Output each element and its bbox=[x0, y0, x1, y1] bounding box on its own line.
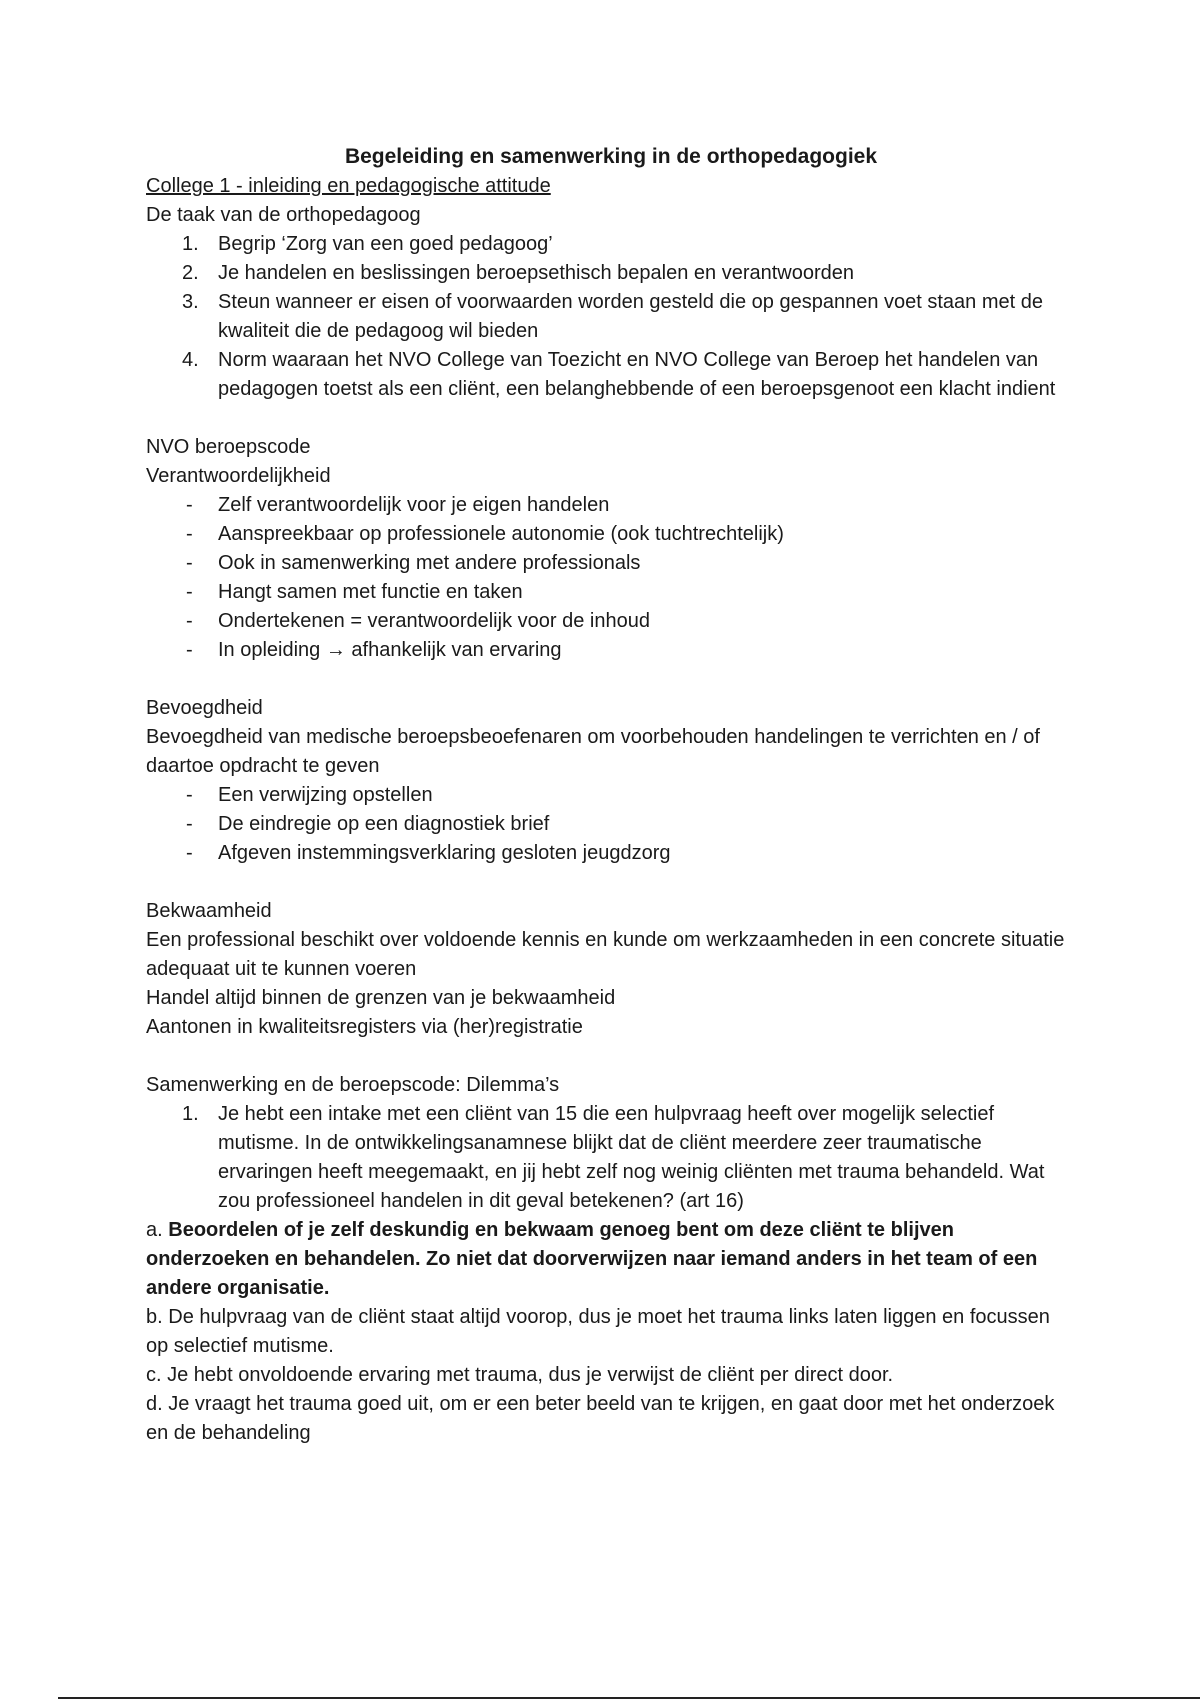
competence-heading: Bekwaamheid bbox=[146, 900, 272, 922]
document-title: Begeleiding en samenwerking in de orthopedagogiek bbox=[344, 145, 878, 168]
document-page bbox=[146, 142, 1076, 1448]
list-item bbox=[146, 1100, 1076, 1216]
competence-text: Een professional beschikt over voldoende kennis en kunde om werkzaamheden in een concrete situatie adequaat uit te kunnen voeren bbox=[146, 929, 1065, 980]
dilemma-question: Je hebt een intake met een cliënt van 15 die een hulpvraag heeft over mogelijk selectief mutisme. In de ontwikkelingsanamnese blijkt dat de cliënt meerdere zeer traumatische ervaringen heeft meegemaakt, en jij hebt zelf nog weinig cliënten met trauma behandeld. Wat zou professioneel handelen in dit geval betekenen? (art 16) bbox=[218, 1103, 1045, 1212]
list-item-text: Hangt samen met functie en taken bbox=[218, 581, 523, 603]
authority-list bbox=[146, 781, 1076, 868]
authority-heading: Bevoegdheid bbox=[146, 697, 263, 719]
list-item-text: Zelf verantwoordelijk voor je eigen handelen bbox=[218, 494, 610, 516]
answer-label: c. bbox=[146, 1364, 162, 1386]
list-item-text: Norm waaraan het NVO College van Toezicht en NVO College van Beroep het handelen van pedagogen toetst als een cliënt, een belanghebbende of een beroepsgenoot een klacht indient bbox=[218, 349, 1056, 400]
list-item bbox=[146, 259, 1076, 288]
list-item-text: Begrip ‘Zorg van een goed pedagoog’ bbox=[218, 233, 553, 255]
list-item-text: In opleiding → afhankelijk van ervaring bbox=[218, 639, 562, 661]
lecture-subtitle: College 1 - inleiding en pedagogische attitude bbox=[146, 175, 551, 197]
page-bottom-divider bbox=[58, 1697, 1200, 1699]
list-item bbox=[146, 346, 1076, 404]
authority-text: Bevoegdheid van medische beroepsbeoefenaren om voorbehouden handelingen te verrichten en / of daartoe opdracht te geven bbox=[146, 726, 1040, 777]
task-heading: De taak van de orthopedagoog bbox=[146, 204, 421, 226]
answer-text: De hulpvraag van de cliënt staat altijd voorop, dus je moet het trauma links laten liggen en focussen op selectief mutisme. bbox=[146, 1306, 1050, 1357]
answer-text: Beoordelen of je zelf deskundig en bekwaam genoeg bent om deze cliënt te blijven onderzoeken en behandelen. Zo niet dat doorverwijzen naar iemand anders in het team of een andere organisatie. bbox=[146, 1219, 1038, 1299]
list-number: 2. bbox=[182, 262, 199, 284]
list-item: - Een verwijzing opstellen bbox=[186, 784, 433, 806]
list-item: - Afgeven instemmingsverklaring gesloten jeugdzorg bbox=[186, 842, 671, 864]
competence-text: Aantonen in kwaliteitsregisters via (her)registratie bbox=[146, 1016, 583, 1038]
list-item: - De eindregie op een diagnostiek brief bbox=[186, 813, 550, 835]
list-item: - Hangt samen met functie en taken bbox=[186, 581, 523, 603]
code-heading: NVO beroepscode bbox=[146, 436, 311, 458]
list-item-text: Een verwijzing opstellen bbox=[218, 784, 433, 806]
list-item-text: Steun wanneer er eisen of voorwaarden worden gesteld die op gespannen voet staan met de kwaliteit die de pedagoog wil bieden bbox=[218, 291, 1043, 342]
list-item bbox=[146, 230, 1076, 259]
dilemma-heading: Samenwerking en de beroepscode: Dilemma’s bbox=[146, 1074, 560, 1096]
answer-text: Je hebt onvoldoende ervaring met trauma, dus je verwijst de cliënt per direct door. bbox=[167, 1364, 894, 1386]
list-item-text: Afgeven instemmingsverklaring gesloten jeugdzorg bbox=[218, 842, 671, 864]
answer-c bbox=[146, 1361, 1076, 1390]
answer-label: b. bbox=[146, 1306, 163, 1328]
answer-label: d. bbox=[146, 1393, 163, 1415]
list-item: - Ondertekenen = verantwoordelijk voor de inhoud bbox=[186, 610, 650, 632]
list-item-text: Je handelen en beslissingen beroepsethisch bepalen en verantwoorden bbox=[218, 262, 855, 284]
list-number: 4. bbox=[182, 349, 199, 371]
list-item-text: Aanspreekbaar op professionele autonomie (ook tuchtrechtelijk) bbox=[218, 523, 784, 545]
list-item: - Aanspreekbaar op professionele autonomie (ook tuchtrechtelijk) bbox=[186, 523, 784, 545]
list-number: 1. bbox=[182, 233, 199, 255]
list-item-text: Ook in samenwerking met andere professionals bbox=[218, 552, 641, 574]
list-item: - Ook in samenwerking met andere professionals bbox=[186, 552, 641, 574]
dilemma-list bbox=[146, 1100, 1076, 1216]
list-item: - Zelf verantwoordelijk voor je eigen handelen bbox=[186, 494, 610, 516]
answer-b bbox=[146, 1303, 1076, 1361]
answer-text: Je vraagt het trauma goed uit, om er een beter beeld van te krijgen, en gaat door met het onderzoek en de behandeling bbox=[146, 1393, 1055, 1444]
list-item bbox=[146, 288, 1076, 346]
responsibility-list bbox=[146, 491, 1076, 665]
list-item: - In opleiding → afhankelijk van ervaring bbox=[186, 639, 562, 661]
list-item-text: De eindregie op een diagnostiek brief bbox=[218, 813, 550, 835]
answer-label: a. bbox=[146, 1219, 163, 1241]
answer-d bbox=[146, 1390, 1076, 1448]
task-list bbox=[146, 230, 1076, 404]
answer-a bbox=[146, 1216, 1076, 1303]
list-item-text: Ondertekenen = verantwoordelijk voor de inhoud bbox=[218, 610, 650, 632]
competence-text: Handel altijd binnen de grenzen van je bekwaamheid bbox=[146, 987, 616, 1009]
responsibility-heading: Verantwoordelijkheid bbox=[146, 465, 331, 487]
list-number: 3. bbox=[182, 291, 199, 313]
list-number: 1. bbox=[182, 1103, 199, 1125]
